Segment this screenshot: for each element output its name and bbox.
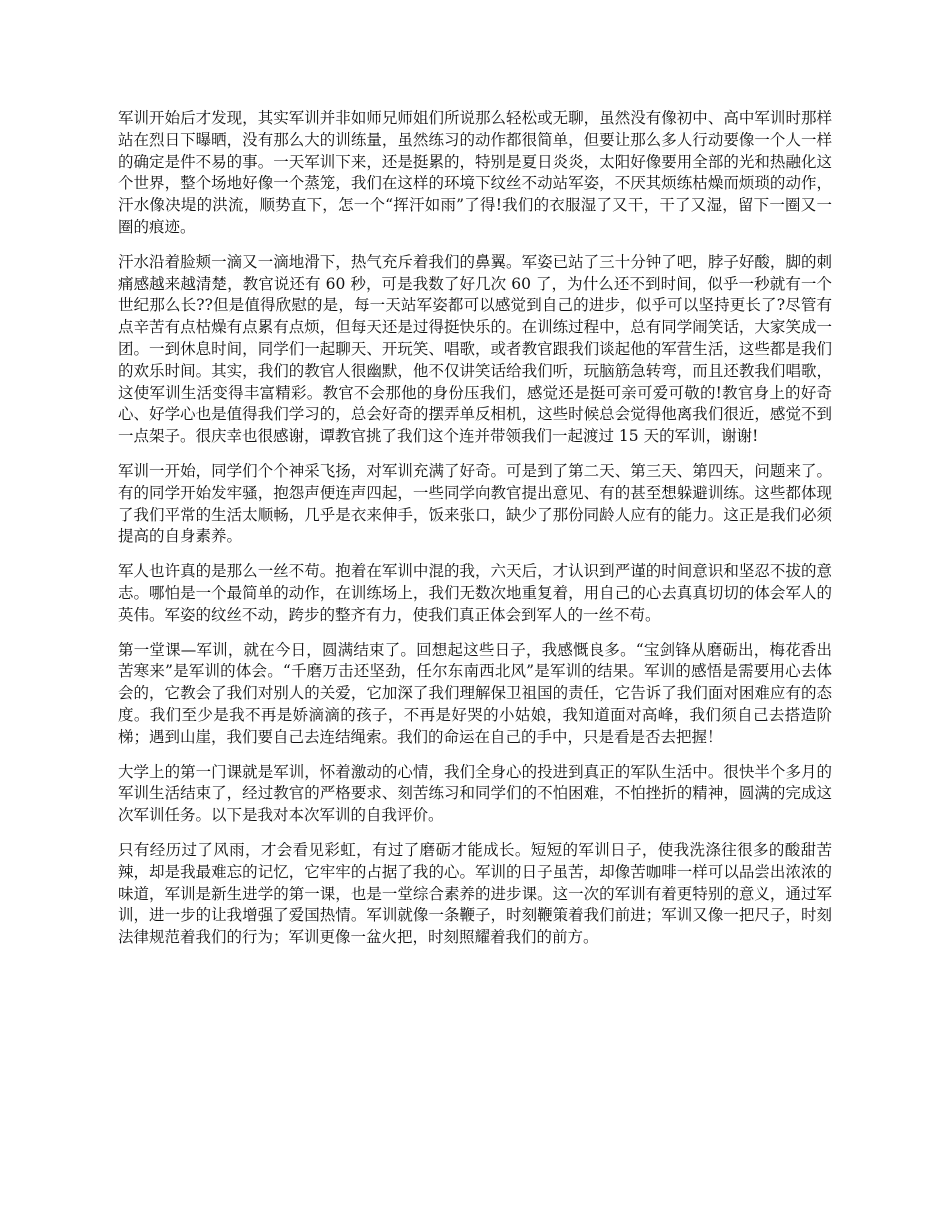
- paragraph-4: 军人也许真的是那么一丝不苟。抱着在军训中混的我，六天后，才认识到严谨的时间意识和坚忍不拔的意志。哪怕是一个最简单的动作，在训练场上，我们无数次地重复着，用自己的心去真真切切的体会军人的英伟。军姿的纹丝不动，跨步的整齐有力，使我们真正体会到军人的一丝不苟。: [118, 562, 832, 624]
- paragraph-5: 第一堂课—军训，就在今日，圆满结束了。回想起这些日子，我感慨良多。“宝剑锋从磨砺出，梅花香出苦寒来”是军训的体会。“千磨万击还坚劲，任尔东南西北风”是军训的结果。军训的感悟是需要用心去体会的，它教会了我们对别人的关爱，它加深了我们理解保卫祖国的责任，它告诉了我们面对困难应有的态度。我们至少是我不再是娇滴滴的孩子，不再是好哭的小姑娘，我知道面对高峰，我们须自己去搭造阶梯；遇到山崖，我们要自己去连结绳索。我们的命运在自己的手中，只是看是否去把握！: [118, 640, 832, 746]
- paragraph-6: 大学上的第一门课就是军训，怀着激动的心情，我们全身心的投进到真正的军队生活中。很快半个多月的军训生活结束了，经过教官的严格要求、刻苦练习和同学们的不怕困难，不怕挫折的精神，圆满的完成这次军训任务。以下是我对本次军训的自我评价。: [118, 762, 832, 825]
- paragraph-3: 军训一开始，同学们个个神采飞扬，对军训充满了好奇。可是到了第二天、第三天、第四天，问题来了。有的同学开始发牢骚，抱怨声便连声四起，一些同学向教官提出意见、有的甚至想躲避训练。这些都体现了我们平常的生活太顺畅，几乎是衣来伸手，饭来张口，缺少了那份同龄人应有的能力。这正是我们必须提高的自身素养。: [118, 461, 832, 546]
- paragraph-7: 只有经历过了风雨，才会看见彩虹，有过了磨砺才能成长。短短的军训日子，使我洗涤往很多的酸甜苦辣，却是我最难忘的记忆，它牢牢的占据了我的心。军训的日子虽苦，却像苦咖啡一样可以品尝出浓浓的味道，军训是新生进学的第一课，也是一堂综合素养的进步课。这一次的军训有着更特别的意义，通过军训，进一步的让我增强了爱国热情。军训就像一条鞭子，时刻鞭策着我们前进；军训又像一把尺子，时刻法律规范着我们的行为；军训更像一盆火把，时刻照耀着我们的前方。: [118, 840, 832, 947]
- paragraph-1: 军训开始后才发现，其实军训并非如师兄师姐们所说那么轻松或无聊，虽然没有像初中、高中军训时那样站在烈日下曝晒，没有那么大的训练量，虽然练习的动作都很简单，但要让那么多人行动要像一个人一样的确定是件不易的事。一天军训下来，还是挺累的，特别是夏日炎炎，太阳好像要用全部的光和热融化这个世界，整个场地好像一个蒸笼，我们在这样的环境下纹丝不动站军姿，不厌其烦练枯燥而烦琐的动作，汗水像决堤的洪流，顺势直下，怎一个“挥汗如雨”了得!我们的衣服湿了又干，干了又湿，留下一圈又一圈的痕迹。: [118, 109, 832, 236]
- paragraph-2: 汗水沿着脸颊一滴又一滴地滑下，热气充斥着我们的鼻翼。军姿已站了三十分钟了吧，脖子好酸，脚的刺痛感越来越清楚，教官说还有 60 秒，可是我数了好几次 60 了，为什么还不到时间，似乎一秒就有一个世纪那么长??但是值得欣慰的是，每一天站军姿都可以感觉到自己的进步，似乎可以坚持更长了?尽管有点辛苦有点枯燥有点累有点烦，但每天还是过得挺快乐的。在训练过程中，总有同学闹笑话，大家笑成一团。一到休息时间，同学们一起聊天、开玩笑、唱歌，或者教官跟我们谈起他的军营生活，这些都是我们的欢乐时间。其实，我们的教官人很幽默，他不仅讲笑话给我们听，玩脑筋急转弯，而且还教我们唱歌，这使军训生活变得丰富精彩。教官不会那他的身份压我们，感觉还是挺可亲可爱可敬的!教官身上的好奇心、好学心也是值得我们学习的，总会好奇的摆弄单反相机，这些时候总会觉得他离我们很近，感觉不到一点架子。很庆幸也很感谢，谭教官挑了我们这个连并带领我们一起渡过 15 天的军训，谢谢!: [118, 252, 832, 446]
